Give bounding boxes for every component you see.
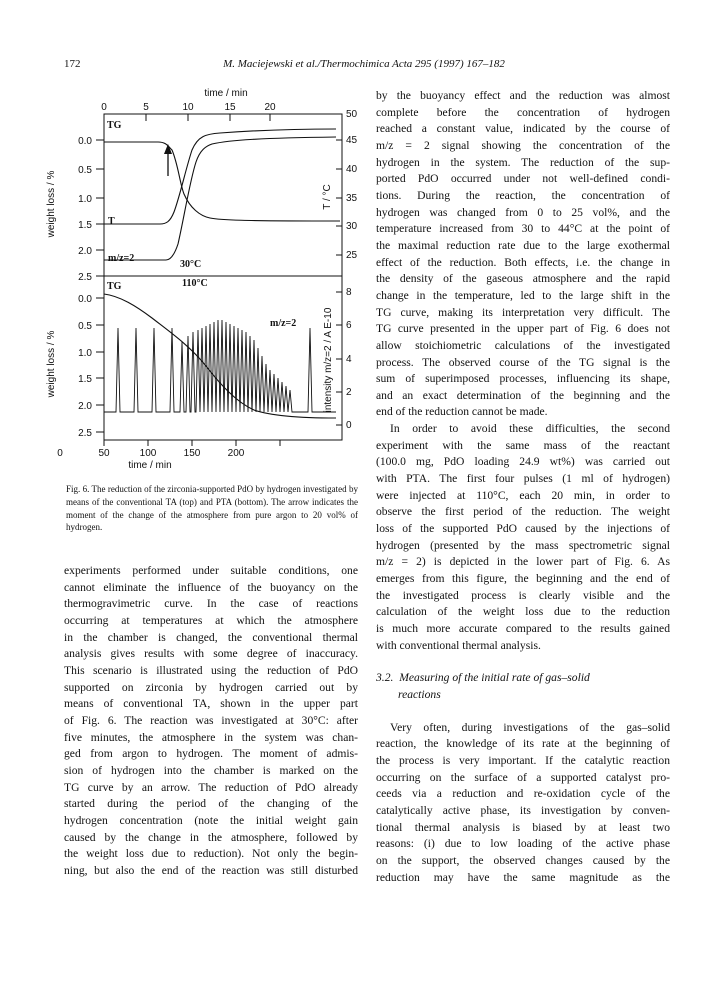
text-line: in the chamber is changed, the conventional thermal <box>64 630 358 644</box>
text-line: by the buoyancy effect and the reduction was almost <box>376 89 670 102</box>
text-line: process. The observed course of the TG signal is the <box>376 355 670 369</box>
bottom-y-right-tick: 4 <box>346 354 352 365</box>
top-x-ticks <box>101 102 276 121</box>
text-line: five minutes, the atmosphere in the system was chan- <box>64 730 358 744</box>
paragraph-initial-rate <box>376 720 670 887</box>
text-line: started during the period of the changing of the <box>64 797 358 811</box>
text-line: sum of superimposed processes, influencing its shape, <box>376 372 670 386</box>
bottom-y-right-ticks <box>336 287 352 431</box>
top-y-tick: 2.0 <box>78 246 92 257</box>
text-line: experiments performed under suitable conditions, one <box>64 564 358 577</box>
bottom-y-right-label: intensity m/z=2 / A E-10 <box>323 307 334 413</box>
text-line: TG curve presented in the upper part of Fig. 6 does not <box>376 322 670 336</box>
bottom-y-left-label: weight loss / % <box>46 330 57 398</box>
top-y-tick: 1.0 <box>78 194 92 205</box>
text-line: end of the reduction cannot be made. <box>376 405 548 419</box>
text-line: catalytically active phase, its investigation by conven- <box>376 803 670 817</box>
top-x-tick: 0 <box>101 102 107 113</box>
bottom-y-tick: 1.0 <box>78 348 92 359</box>
text-line: sion of hydrogen into the chamber is marked on the <box>64 763 358 777</box>
top-y-tick: 2.5 <box>78 272 92 283</box>
bottom-x-tick: 50 <box>98 448 110 459</box>
text-line: occurring at temperatures at which the atmosphere <box>64 613 358 627</box>
text-line: cannot eliminate the influence of the buoyancy on the <box>64 580 358 594</box>
text-line: change in the temperature, led to the large shift in the <box>376 288 670 302</box>
top-panel <box>46 88 358 283</box>
top-x-tick: 20 <box>264 102 276 113</box>
bottom-condition-label: 110°C <box>182 278 208 289</box>
top-y-left-ticks <box>78 136 104 283</box>
top-mz2-curve <box>104 137 336 260</box>
text-line: tional thermal analysis is biased by at least two <box>376 820 670 834</box>
text-line: This scenario is illustrated using the reduction of PdO <box>64 663 358 677</box>
text-line: with PTA. The first four pulses (1 ml of hydrogen) <box>376 472 670 486</box>
figure-6-plots <box>40 84 358 484</box>
running-title: M. Maciejewski et al./Thermochimica Acta 295 (1997) 167–182 <box>223 58 505 70</box>
bottom-y-right-tick: 2 <box>346 387 352 398</box>
bottom-y-tick: 1.5 <box>78 374 92 385</box>
top-t-label: T <box>108 216 115 227</box>
text-line: ported PdO occurred under not well-defined condi- <box>376 172 670 186</box>
top-x-tick: 5 <box>143 102 149 113</box>
text-line: complete before the concentration of hydrogen <box>376 105 670 119</box>
text-line: the weight loss due to reduction). Not only the begin- <box>64 847 358 861</box>
top-plot-frame <box>104 114 342 276</box>
bottom-x-tick: 0 <box>57 448 63 459</box>
figure-caption: Fig. 6. The reduction of the zirconia-supported PdO by hydrogen investigated by means of the conventional TA (top) and PTA (bottom). The arrow indicates the moment of the change of the atmosphere from pure argon to 20 vol% of hydrogen. <box>66 484 358 533</box>
text-line: effect of the reduction. Both effects, i.e. the change in <box>376 255 670 269</box>
bottom-tg-label: TG <box>107 281 122 292</box>
bottom-mz2-label: m/z=2 <box>270 318 297 329</box>
bottom-y-tick: 2.0 <box>78 401 92 412</box>
text-line: m/z = 2 signal showing the concentration of the <box>376 138 670 152</box>
top-y-right-tick: 30 <box>346 221 358 232</box>
text-line: reduction may have the same magnitude as the <box>376 870 670 884</box>
text-line: ning, but also the end of the reaction was still disturbed <box>64 863 358 877</box>
top-y-right-tick: 50 <box>346 109 358 120</box>
text-line: of Fig. 6. The reaction was investigated at 30°C: after <box>64 713 358 727</box>
text-line: experiment with the same mass of the reactant <box>376 438 670 452</box>
top-y-tick: 1.5 <box>78 220 92 231</box>
top-x-tick: 10 <box>182 102 194 113</box>
text-line: hydrogen was changed from 0 to 25 vol%, and the <box>376 205 670 219</box>
top-y-right-tick: 40 <box>346 164 358 175</box>
bottom-x-tick: 200 <box>227 448 245 459</box>
text-line: temperature increased from 30 to 44°C at the point of <box>376 222 670 236</box>
bottom-y-tick: 2.5 <box>78 428 92 439</box>
text-line: observe the first period of the reduction. The weight <box>376 505 670 519</box>
bottom-x-tick: 100 <box>139 448 157 459</box>
page-header <box>64 58 664 74</box>
text-line: m/z = 2) is depicted in the lower part of Fig. 6. As <box>376 555 670 569</box>
text-line: and an exact determination of the beginning and the <box>376 388 670 402</box>
page-number: 172 <box>64 58 81 70</box>
text-line: is much more accurate compared to the results gained <box>376 622 670 635</box>
text-line: reasons: (i) due to low loading of the active phase <box>376 837 670 851</box>
bottom-x-ticks <box>57 440 280 459</box>
bottom-x-axis-label: time / min <box>128 460 172 471</box>
text-line: supported on zirconia by hydrogen carried out by <box>64 680 358 694</box>
top-y-right-tick: 25 <box>346 250 358 261</box>
text-line: reached a constant value, indicated by the course of <box>376 122 670 136</box>
bottom-panel <box>46 276 352 471</box>
text-line: ged from argon to hydrogen. The moment of admis- <box>64 747 358 761</box>
text-line: emerges from this figure, the beginning and the end of <box>376 572 670 586</box>
bottom-y-tick: 0.5 <box>78 321 92 332</box>
bottom-y-right-tick: 8 <box>346 287 352 298</box>
bottom-y-right-tick: 6 <box>346 320 352 331</box>
text-line: TG curve, making its interpretation very difficult. The <box>376 305 670 319</box>
text-line: hydrogen in the system. The reduction of the sup- <box>376 155 670 169</box>
paragraph-buoyancy <box>376 88 670 421</box>
text-line: TG curve by an arrow. The reduction of PdO already <box>64 780 358 794</box>
top-mz2-label: m/z=2 <box>108 253 135 264</box>
text-line: with conventional thermal analysis. <box>376 638 541 652</box>
section-heading-line2: reactions <box>398 687 441 701</box>
text-line: thermogravimetric curve. In the case of reactions <box>64 597 358 611</box>
text-line: analysis gives results with some degree of inaccuracy. <box>64 647 358 661</box>
top-y-tick: 0.5 <box>78 165 92 176</box>
bottom-y-tick: 0.0 <box>78 294 92 305</box>
text-line: means of conventional TA, shown in the upper part <box>64 697 358 711</box>
bottom-mz2-curve <box>104 320 336 412</box>
top-tg-label: TG <box>107 120 122 131</box>
text-line: (100.0 mg, PdO loading 24.9 wt%) was carried out <box>376 455 670 469</box>
figure-6 <box>40 84 358 484</box>
bottom-x-tick: 150 <box>183 448 201 459</box>
bottom-y-left-ticks <box>78 294 104 439</box>
text-line: caused by the change in the atmosphere, followed by <box>64 830 358 844</box>
bottom-y-right-tick: 0 <box>346 420 352 431</box>
text-line: occurring on the surface of a supported catalyst pro- <box>376 770 670 784</box>
text-line: reaction, the knowledge of its rate at the beginning of <box>376 737 670 751</box>
top-t-curve <box>104 129 336 224</box>
right-column-text <box>376 88 670 886</box>
paragraph-pta-experiment <box>376 421 670 654</box>
text-line: the investigated process is clearly visible and the <box>376 588 670 602</box>
section-heading <box>376 670 670 703</box>
section-heading-line1: 3.2. Measuring of the initial rate of gas–solid <box>376 671 590 685</box>
text-line: on the support, the observed changes caused by the <box>376 853 670 867</box>
top-y-left-label: weight loss / % <box>46 170 57 238</box>
text-line: tions. During the reaction, the concentration of <box>376 188 670 202</box>
text-line: hydrogen (presented by the mass spectrometric signal <box>376 538 670 552</box>
top-x-axis-label: time / min <box>204 88 248 99</box>
top-x-tick: 15 <box>224 102 236 113</box>
text-line: the density of the gaseous atmosphere and the rapid <box>376 272 670 286</box>
text-line: allow stoichiometric calculations of the investigated <box>376 338 670 352</box>
text-line: were injected at 110°C, each 20 min, in order to <box>376 488 670 502</box>
text-line: hydrogen concentration (note the initial weight gain <box>64 813 358 827</box>
top-y-tick: 0.0 <box>78 136 92 147</box>
top-y-right-tick: 45 <box>346 135 358 146</box>
top-condition-label: 30°C <box>180 259 202 270</box>
top-tg-curve <box>104 142 340 221</box>
text-line: ceeds via a reduction and re-oxidation cycle of the <box>376 787 670 801</box>
text-line: the maximal reduction rate due to the large exothermal <box>376 238 670 252</box>
top-y-right-label: T / °C <box>322 184 333 210</box>
text-line: loss of the supported PdO caused by the injections of <box>376 522 670 536</box>
text-line: calculation of the weight loss due to the reduction <box>376 605 670 619</box>
text-line: In order to avoid these difficulties, the second <box>390 422 670 436</box>
text-line: Very often, during investigations of the gas–solid <box>390 720 670 734</box>
text-line: the process is very important. If the catalytic reaction <box>376 753 670 767</box>
top-y-right-ticks <box>336 109 358 261</box>
top-y-right-tick: 35 <box>346 193 358 204</box>
left-column-text <box>64 563 358 879</box>
